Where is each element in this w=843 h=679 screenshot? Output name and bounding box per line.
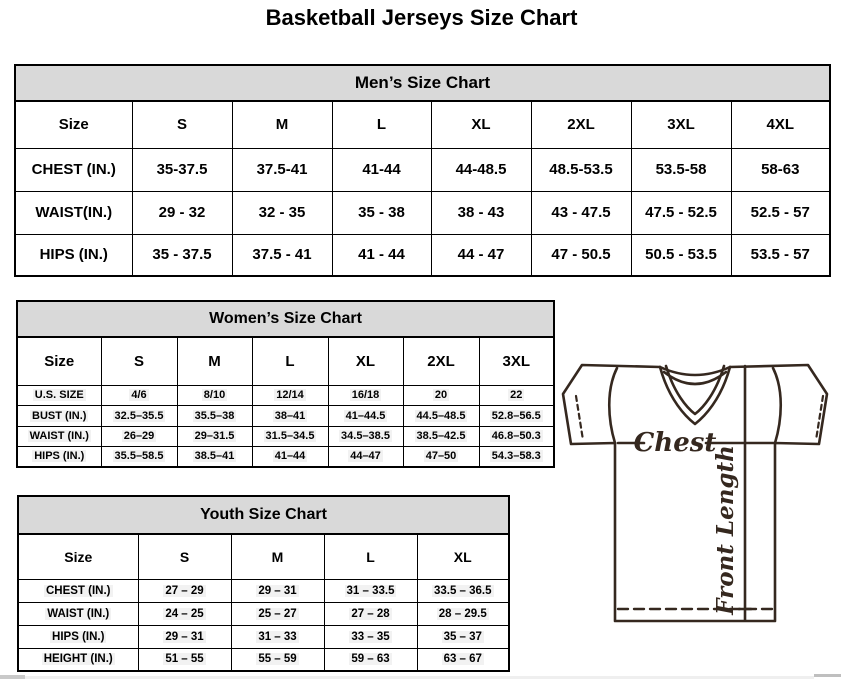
women-measurement-cell: 32.5–35.5 <box>101 405 177 426</box>
women-measurement-cell: 52.8–56.5 <box>479 405 554 426</box>
men-measurement-cell: 48.5-53.5 <box>531 148 631 191</box>
women-measurement-cell: 38.5–41 <box>177 446 252 467</box>
youth-row-label: HIPS (IN.) <box>18 625 138 648</box>
women-row-label: BUST (IN.) <box>17 405 101 426</box>
men-measurement-cell: 58-63 <box>731 148 830 191</box>
men-measurement-cell: 37.5-41 <box>232 148 332 191</box>
horizontal-scrollbar-left-button[interactable] <box>0 675 25 679</box>
men-size-column-header: XL <box>431 101 531 148</box>
women-measurement-cell: 29–31.5 <box>177 426 252 446</box>
men-measurement-cell: 35-37.5 <box>132 148 232 191</box>
men-measurement-cell: 50.5 - 53.5 <box>631 234 731 276</box>
women-measurement-cell: 16/18 <box>328 385 403 405</box>
men-size-column-header: 3XL <box>631 101 731 148</box>
left-cuff-dashed-line <box>576 396 583 440</box>
youth-measurement-cell: 27 – 29 <box>138 579 231 602</box>
women-measurement-cell: 46.8–50.3 <box>479 426 554 446</box>
women-measurement-cell: 38–41 <box>252 405 328 426</box>
youth-measurement-cell: 33.5 – 36.5 <box>417 579 509 602</box>
men-measurement-cell: 38 - 43 <box>431 191 531 234</box>
men-measurement-cell: 44 - 47 <box>431 234 531 276</box>
women-measurement-cell: 31.5–34.5 <box>252 426 328 446</box>
women-size-column-header: 3XL <box>479 337 554 385</box>
men-measurement-cell: 32 - 35 <box>232 191 332 234</box>
youth-measurement-cell: 63 – 67 <box>417 648 509 671</box>
men-size-corner-label: Size <box>15 101 132 148</box>
men-measurement-cell: 53.5 - 57 <box>731 234 830 276</box>
womens-size-chart-table <box>16 300 555 468</box>
front-length-label: Front Length <box>712 445 739 615</box>
women-measurement-cell: 44.5–48.5 <box>403 405 479 426</box>
jersey-measurement-diagram <box>556 358 843 638</box>
women-measurement-cell: 38.5–42.5 <box>403 426 479 446</box>
men-size-column-header: 4XL <box>731 101 830 148</box>
women-measurement-cell: 35.5–38 <box>177 405 252 426</box>
youth-measurement-cell: 35 – 37 <box>417 625 509 648</box>
men-measurement-cell: 53.5-58 <box>631 148 731 191</box>
youth-measurement-cell: 29 – 31 <box>138 625 231 648</box>
youth-size-column-header: S <box>138 534 231 579</box>
men-size-column-header: M <box>232 101 332 148</box>
women-size-column-header: XL <box>328 337 403 385</box>
men-measurement-cell: 47 - 50.5 <box>531 234 631 276</box>
men-row-label: HIPS (IN.) <box>15 234 132 276</box>
chest-label: Chest <box>633 428 717 458</box>
women-measurement-cell: 47–50 <box>403 446 479 467</box>
page-title: Basketball Jerseys Size Chart <box>265 5 578 30</box>
men-row-label: WAIST(IN.) <box>15 191 132 234</box>
women-size-column-header: L <box>252 337 328 385</box>
youth-measurement-cell: 51 – 55 <box>138 648 231 671</box>
youth-measurement-cell: 59 – 63 <box>324 648 417 671</box>
women-measurement-cell: 41–44.5 <box>328 405 403 426</box>
left-armhole-seam <box>609 368 617 443</box>
women-row-label: WAIST (IN.) <box>17 426 101 446</box>
men-measurement-cell: 35 - 37.5 <box>132 234 232 276</box>
men-chart-title: Men’s Size Chart <box>15 65 830 101</box>
women-measurement-cell: 12/14 <box>252 385 328 405</box>
men-measurement-cell: 47.5 - 52.5 <box>631 191 731 234</box>
collar-back-arc-1 <box>660 367 730 375</box>
women-size-column-header: S <box>101 337 177 385</box>
men-size-column-header: L <box>332 101 431 148</box>
women-size-column-header: 2XL <box>403 337 479 385</box>
youth-measurement-cell: 29 – 31 <box>231 579 324 602</box>
men-size-column-header: S <box>132 101 232 148</box>
mens-size-chart-table <box>14 64 831 277</box>
women-size-column-header: M <box>177 337 252 385</box>
youth-row-label: WAIST (IN.) <box>18 602 138 625</box>
youth-chart-title: Youth Size Chart <box>18 496 509 534</box>
right-armhole-seam <box>773 368 781 443</box>
women-row-label: HIPS (IN.) <box>17 446 101 467</box>
youth-row-label: CHEST (IN.) <box>18 579 138 602</box>
youth-size-corner-label: Size <box>18 534 138 579</box>
youth-measurement-cell: 28 – 29.5 <box>417 602 509 625</box>
youth-size-chart-table <box>17 495 510 672</box>
women-measurement-cell: 20 <box>403 385 479 405</box>
women-measurement-cell: 22 <box>479 385 554 405</box>
youth-measurement-cell: 25 – 27 <box>231 602 324 625</box>
youth-size-column-header: XL <box>417 534 509 579</box>
men-measurement-cell: 41 - 44 <box>332 234 431 276</box>
youth-measurement-cell: 27 – 28 <box>324 602 417 625</box>
men-row-label: CHEST (IN.) <box>15 148 132 191</box>
women-row-label: U.S. SIZE <box>17 385 101 405</box>
women-measurement-cell: 34.5–38.5 <box>328 426 403 446</box>
women-measurement-cell: 4/6 <box>101 385 177 405</box>
jersey-body-outline <box>563 365 827 621</box>
men-size-column-header: 2XL <box>531 101 631 148</box>
horizontal-scrollbar-right-thumb[interactable] <box>814 674 841 677</box>
women-measurement-cell: 44–47 <box>328 446 403 467</box>
men-measurement-cell: 37.5 - 41 <box>232 234 332 276</box>
women-measurement-cell: 54.3–58.3 <box>479 446 554 467</box>
youth-measurement-cell: 31 – 33.5 <box>324 579 417 602</box>
men-measurement-cell: 29 - 32 <box>132 191 232 234</box>
youth-measurement-cell: 31 – 33 <box>231 625 324 648</box>
women-measurement-cell: 41–44 <box>252 446 328 467</box>
women-measurement-cell: 26–29 <box>101 426 177 446</box>
women-measurement-cell: 35.5–58.5 <box>101 446 177 467</box>
women-size-corner-label: Size <box>17 337 101 385</box>
jersey-outline-svg <box>556 358 843 638</box>
youth-measurement-cell: 33 – 35 <box>324 625 417 648</box>
youth-measurement-cell: 24 – 25 <box>138 602 231 625</box>
youth-measurement-cell: 55 – 59 <box>231 648 324 671</box>
men-measurement-cell: 35 - 38 <box>332 191 431 234</box>
youth-row-label: HEIGHT (IN.) <box>18 648 138 671</box>
men-measurement-cell: 44-48.5 <box>431 148 531 191</box>
youth-size-column-header: L <box>324 534 417 579</box>
men-measurement-cell: 43 - 47.5 <box>531 191 631 234</box>
women-measurement-cell: 8/10 <box>177 385 252 405</box>
youth-size-column-header: M <box>231 534 324 579</box>
women-chart-title: Women’s Size Chart <box>17 301 554 337</box>
men-measurement-cell: 52.5 - 57 <box>731 191 830 234</box>
men-measurement-cell: 41-44 <box>332 148 431 191</box>
